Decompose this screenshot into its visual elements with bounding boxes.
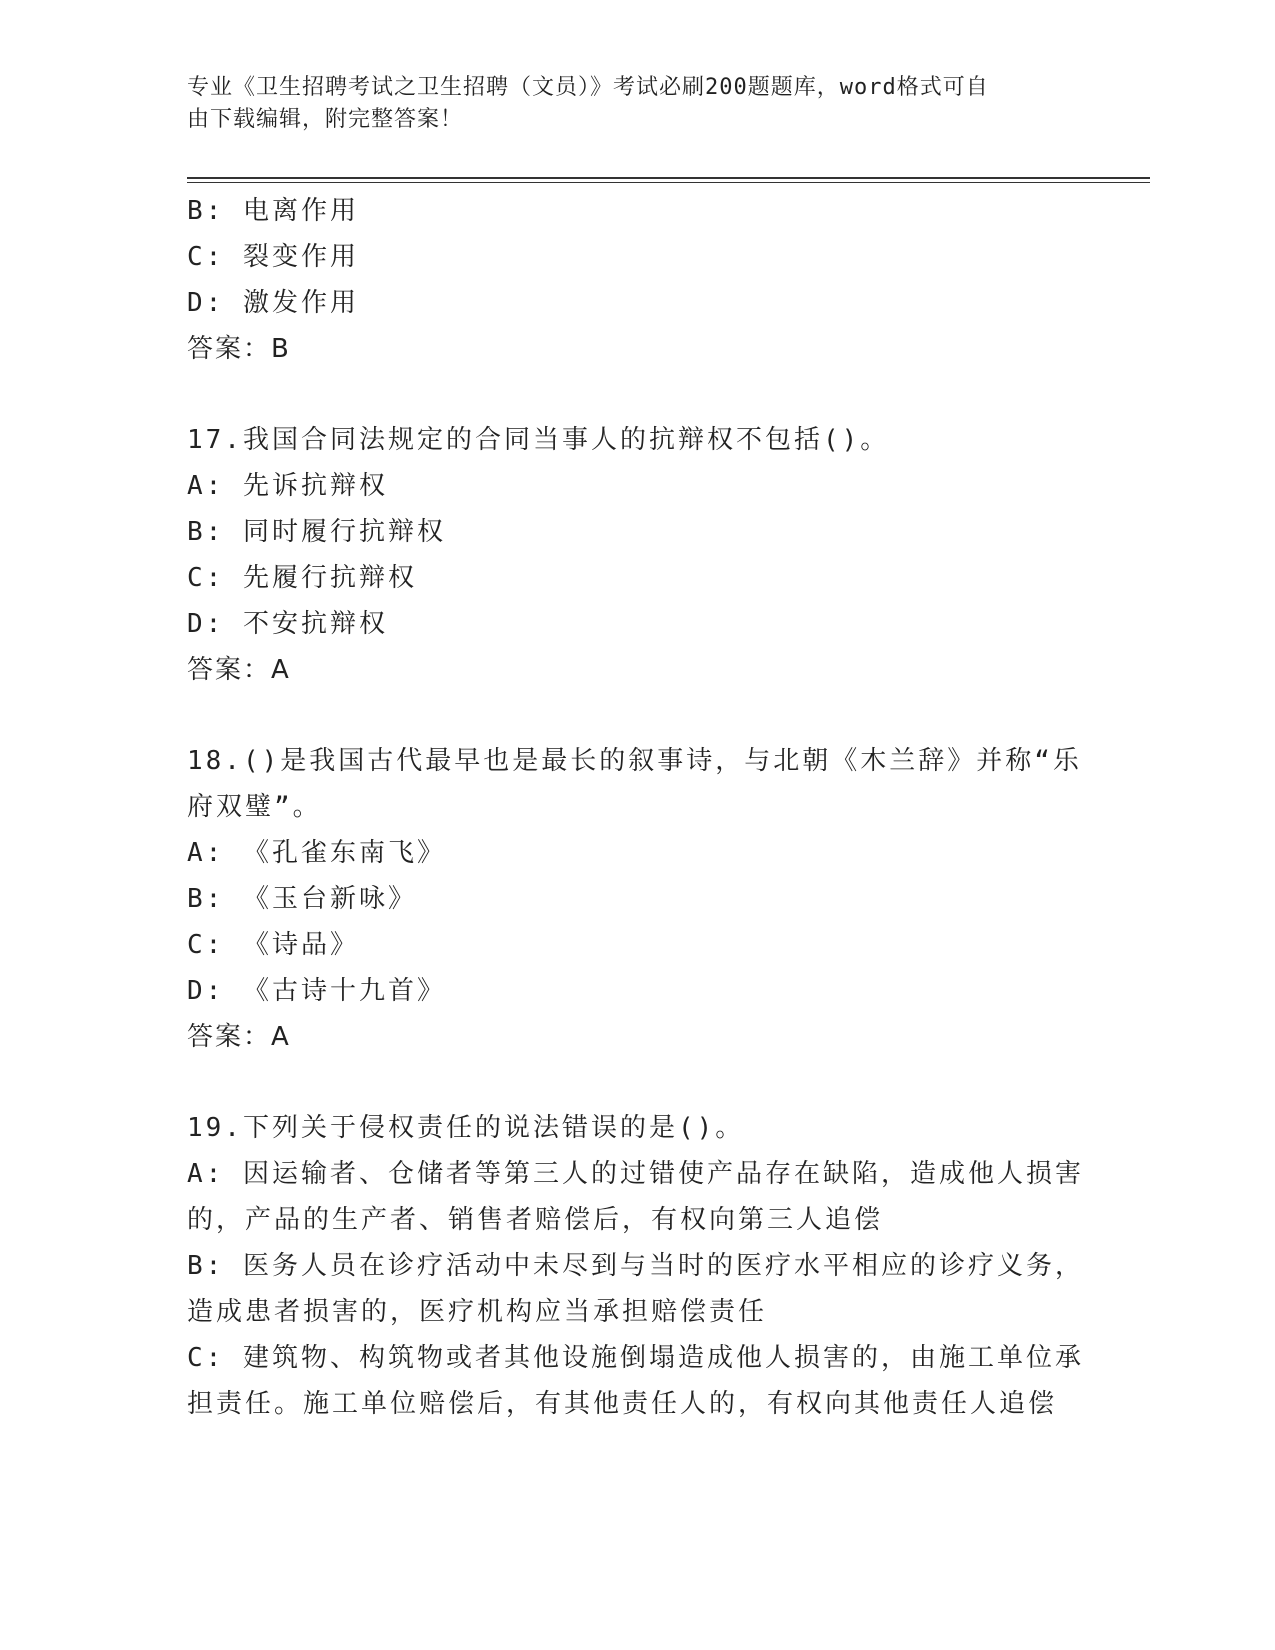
- option-c-line-2: 担责任。施工单位赔偿后，有其他责任人的，有权向其他责任人追偿: [187, 1389, 1058, 1419]
- option-a-line-1: A: 因运输者、仓储者等第三人的过错使产品存在缺陷，造成他人损害: [187, 1159, 1084, 1189]
- answer-label: 答案：A: [187, 655, 291, 685]
- question-text-line-1: 18.()是我国古代最早也是最长的叙事诗，与北朝《木兰辞》并称“乐: [187, 746, 1082, 776]
- header-line-1: 专业《卫生招聘考试之卫生招聘（文员）》考试必刷200题题库，word格式可自: [187, 75, 989, 100]
- option-d: D: 激发作用: [187, 288, 359, 318]
- option-b: B: 同时履行抗辩权: [187, 517, 446, 547]
- option-c-line-1: C: 建筑物、构筑物或者其他设施倒塌造成他人损害的，由施工单位承: [187, 1343, 1084, 1373]
- question-19: [187, 1105, 1087, 1427]
- answer-label: 答案：B: [187, 334, 291, 364]
- question-18: [187, 738, 1087, 1060]
- option-a: A: 《孔雀东南飞》: [187, 838, 446, 868]
- option-b: B: 《玉台新咏》: [187, 884, 417, 914]
- option-b-line-2: 造成患者损害的，医疗机构应当承担赔偿责任: [187, 1297, 768, 1327]
- option-b: B: 电离作用: [187, 196, 359, 226]
- option-b-line-1: B: 医务人员在诊疗活动中未尽到与当时的医疗水平相应的诊疗义务，: [187, 1251, 1084, 1281]
- question-text: 17.我国合同法规定的合同当事人的抗辩权不包括()。: [187, 425, 890, 455]
- question-list: [187, 188, 1087, 1427]
- option-c: C: 先履行抗辩权: [187, 563, 417, 593]
- option-a-line-2: 的，产品的生产者、销售者赔偿后，有权向第三人追偿: [187, 1205, 884, 1235]
- option-c: C: 裂变作用: [187, 242, 359, 272]
- question-17: [187, 417, 1087, 693]
- document-header: [187, 72, 1067, 136]
- header-line-2: 由下载编辑，附完整答案！: [187, 107, 464, 132]
- header-divider-thin: [187, 182, 1150, 183]
- option-d: D: 《古诗十九首》: [187, 976, 446, 1006]
- question-text: 19.下列关于侵权责任的说法错误的是()。: [187, 1113, 745, 1143]
- header-divider-thick: [187, 177, 1150, 179]
- option-d: D: 不安抗辩权: [187, 609, 388, 639]
- question-text-line-2: 府双璧”。: [187, 792, 322, 822]
- option-c: C: 《诗品》: [187, 930, 359, 960]
- option-a: A: 先诉抗辩权: [187, 471, 388, 501]
- answer-label: 答案：A: [187, 1022, 291, 1052]
- question-16-tail: [187, 188, 1087, 372]
